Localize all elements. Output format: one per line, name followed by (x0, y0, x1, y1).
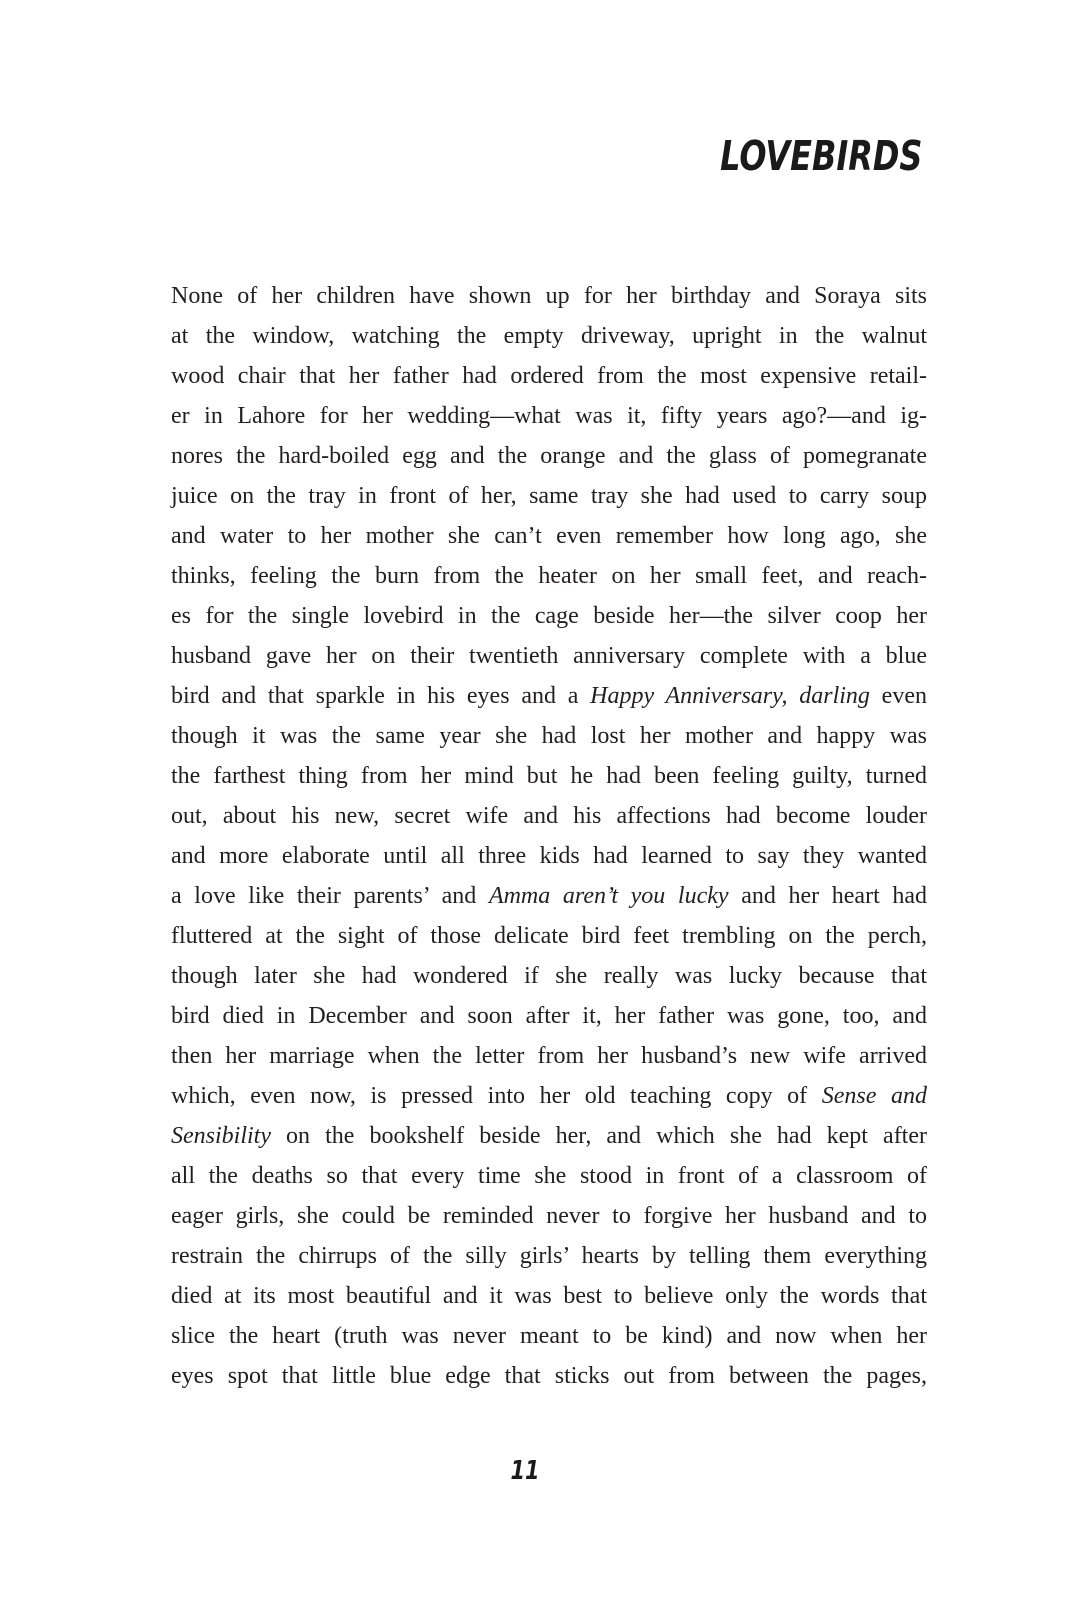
body-paragraph (171, 276, 927, 1396)
text-line (171, 1196, 927, 1236)
text-run: eager girls, she could be reminded never to forgive her husband and to (171, 1203, 927, 1229)
text-run: restrain the chirrups of the silly girls’ hearts by telling them everything (171, 1243, 927, 1269)
text-run: er in Lahore for her wedding—what was it, fifty years ago?—and ig- (171, 403, 927, 429)
text-run: at the window, watching the empty driveway, upright in the walnut (171, 323, 927, 349)
text-line (171, 556, 927, 596)
text-run: the farthest thing from her mind but he had been feeling guilty, turned (171, 763, 927, 789)
text-run: even (869, 683, 927, 709)
text-run: slice the heart (truth was never meant to be kind) and now when her (171, 1323, 927, 1349)
text-line (171, 796, 927, 836)
text-line (171, 956, 927, 996)
text-run: and water to her mother she can’t even remember how long ago, she (171, 523, 927, 549)
text-line (171, 1036, 927, 1076)
text-run: es for the single lovebird in the cage beside her—the silver coop her (171, 603, 927, 629)
text-line (171, 676, 927, 716)
italic-phrase: Sense and (821, 1083, 927, 1109)
text-line (171, 836, 927, 876)
text-line (171, 1236, 927, 1276)
text-line (171, 356, 927, 396)
italic-phrase: Sensibility (171, 1123, 271, 1149)
italic-phrase: Happy Anniversary, darling (590, 683, 870, 709)
text-line (171, 756, 927, 796)
text-run: all the deaths so that every time she stood in front of a classroom of (171, 1163, 927, 1189)
text-line (171, 516, 927, 556)
text-run: wood chair that her father had ordered from the most expensive retail- (171, 363, 927, 389)
text-line (171, 1276, 927, 1316)
text-line (171, 1316, 927, 1356)
chapter-title: LOVEBIRDS (719, 132, 922, 180)
text-line (171, 436, 927, 476)
text-line (171, 596, 927, 636)
text-line (171, 716, 927, 756)
text-run: which, even now, is pressed into her old teaching copy of (171, 1083, 822, 1109)
text-run: died at its most beautiful and it was best to believe only the words that (171, 1283, 927, 1309)
text-run: though later she had wondered if she really was lucky because that (171, 963, 927, 989)
text-line (171, 876, 927, 916)
text-run: a love like their parents’ and (171, 883, 489, 909)
text-run: though it was the same year she had lost her mother and happy was (171, 723, 927, 749)
text-run: bird died in December and soon after it, her father was gone, too, and (171, 1003, 927, 1029)
text-run: and her heart had (728, 883, 928, 909)
text-line (171, 916, 927, 956)
text-run: bird and that sparkle in his eyes and a (171, 683, 591, 709)
text-line (171, 1156, 927, 1196)
text-line (171, 276, 927, 316)
text-run: husband gave her on their twentieth anniversary complete with a blue (171, 643, 927, 669)
text-run: juice on the tray in front of her, same tray she had used to carry soup (171, 483, 927, 509)
text-run: eyes spot that little blue edge that sticks out from between the pages, (171, 1363, 927, 1389)
text-run: nores the hard-boiled egg and the orange and the glass of pomegranate (171, 443, 927, 469)
text-line (171, 636, 927, 676)
text-line (171, 1116, 927, 1156)
text-line (171, 476, 927, 516)
text-line (171, 1076, 927, 1116)
text-run: out, about his new, secret wife and his affections had become louder (171, 803, 927, 829)
text-run: then her marriage when the letter from her husband’s new wife arrived (171, 1043, 927, 1069)
text-run: fluttered at the sight of those delicate bird feet trembling on the perch, (171, 923, 927, 949)
text-line (171, 396, 927, 436)
text-line (171, 1356, 927, 1396)
page-number: 11 (510, 1456, 540, 1486)
text-run: on the bookshelf beside her, and which she had kept after (270, 1123, 927, 1149)
text-run: and more elaborate until all three kids had learned to say they wanted (171, 843, 927, 869)
text-run: None of her children have shown up for her birthday and Soraya sits (171, 283, 927, 309)
text-run: thinks, feeling the burn from the heater on her small feet, and reach- (171, 563, 927, 589)
text-line (171, 996, 927, 1036)
text-line (171, 316, 927, 356)
italic-phrase: Amma aren’t you lucky (488, 883, 729, 909)
